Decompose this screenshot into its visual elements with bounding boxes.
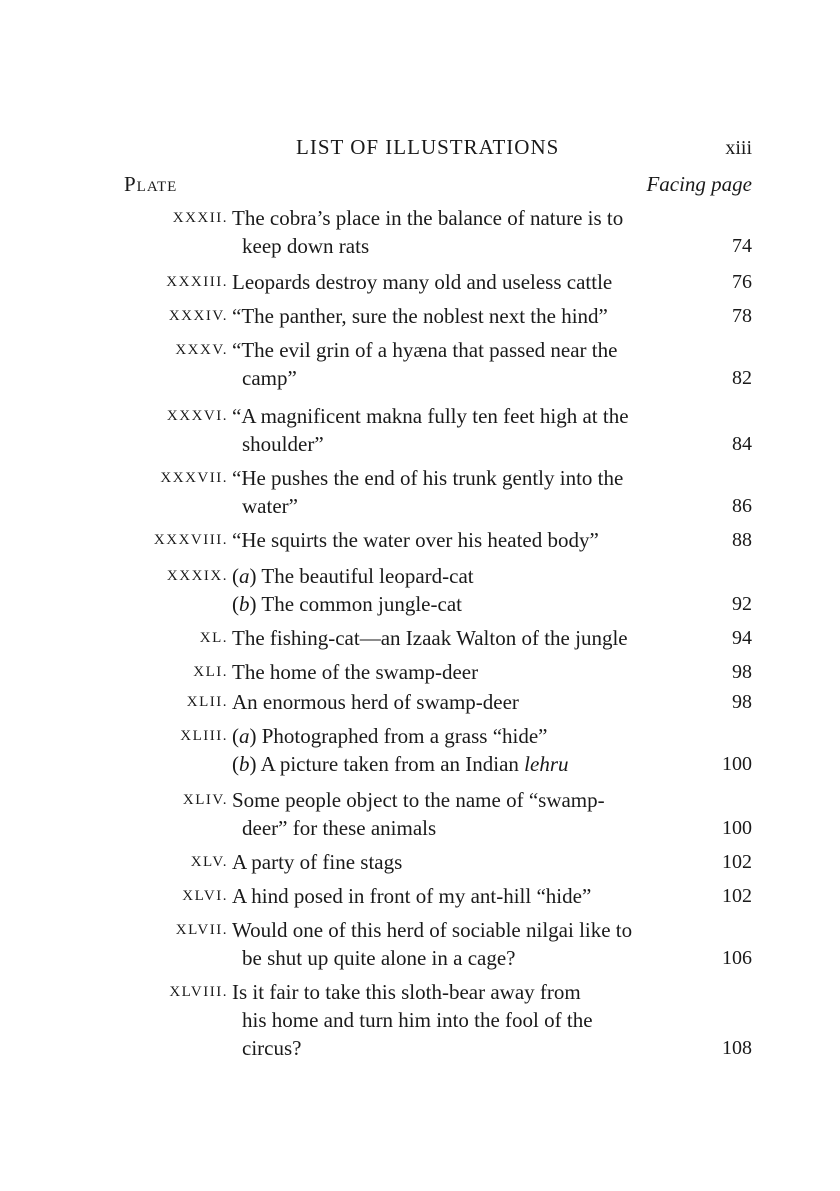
plate-caption	[232, 268, 694, 296]
facing-page-number: 78	[732, 305, 752, 327]
plate-numeral: XLVIII.	[169, 984, 228, 1000]
list-item	[0, 268, 840, 296]
list-item	[0, 204, 840, 260]
facing-page-number: 92	[732, 593, 752, 615]
plate-column-header: Plate	[124, 172, 178, 196]
list-item	[0, 336, 840, 392]
list-item	[0, 722, 840, 778]
caption-line: deer” for these animals	[242, 816, 437, 840]
caption-line: A party of fine stags	[232, 850, 403, 874]
caption-line: Would one of this herd of sociable nilgai like to	[232, 918, 633, 942]
facing-page-number: 102	[722, 851, 752, 873]
illustrations-list	[0, 204, 840, 1062]
facing-page-number: 98	[732, 691, 752, 713]
facing-page-number: 74	[732, 235, 752, 257]
plate-caption	[232, 526, 694, 554]
caption-line: “A magnificent makna fully ten feet high at the	[232, 404, 629, 428]
plate-numeral: XXXIV.	[168, 308, 228, 324]
plate-caption	[232, 562, 694, 618]
list-item	[0, 624, 840, 652]
plate-numeral: XXXIX.	[166, 568, 228, 584]
facing-page-number: 98	[732, 661, 752, 683]
facing-page-number: 108	[722, 1037, 752, 1059]
caption-line: (b) A picture taken from an Indian lehru	[232, 752, 569, 776]
plate-caption	[232, 882, 694, 910]
plate-numeral: XLV.	[190, 854, 228, 870]
plate-numeral: XLII.	[186, 694, 228, 710]
caption-line: Some people object to the name of “swamp-	[232, 788, 605, 812]
list-item	[0, 658, 840, 686]
list-item	[0, 302, 840, 330]
facing-page-number: 76	[732, 271, 752, 293]
plate-caption	[232, 402, 694, 458]
plate-numeral: XXXIII.	[166, 274, 228, 290]
plate-caption	[232, 464, 694, 520]
list-item	[0, 526, 840, 554]
caption-line: (a) The beautiful leopard-cat	[232, 564, 474, 588]
caption-line: Is it fair to take this sloth-bear away from	[232, 980, 581, 1004]
caption-line: (b) The common jungle-cat	[232, 592, 462, 616]
list-item	[0, 978, 840, 1062]
plate-numeral: XXXII.	[172, 210, 228, 226]
caption-line: “He squirts the water over his heated body”	[232, 528, 599, 552]
caption-line: The cobra’s place in the balance of nature is to	[232, 206, 624, 230]
plate-numeral: XXXVII.	[160, 470, 228, 486]
plate-numeral: XLVII.	[175, 922, 228, 938]
list-item	[0, 848, 840, 876]
plate-caption	[232, 204, 694, 260]
caption-line: “The evil grin of a hyæna that passed near the	[232, 338, 618, 362]
facing-page-number: 106	[722, 947, 752, 969]
plate-numeral: XLI.	[193, 664, 228, 680]
list-item	[0, 786, 840, 842]
facing-page-number: 88	[732, 529, 752, 551]
plate-numeral: XLIV.	[182, 792, 228, 808]
plate-caption	[232, 624, 694, 652]
list-item	[0, 464, 840, 520]
plate-numeral: XL.	[199, 630, 228, 646]
caption-line: A hind posed in front of my ant-hill “hide”	[232, 884, 592, 908]
caption-line: keep down rats	[242, 234, 370, 258]
plate-caption	[232, 916, 694, 972]
facing-page-number: 100	[722, 817, 752, 839]
column-headers	[0, 172, 840, 202]
running-header	[0, 135, 840, 165]
caption-line: The fishing-cat—an Izaak Walton of the jungle	[232, 626, 628, 650]
page-number: xiii	[725, 137, 752, 159]
plate-caption	[232, 848, 694, 876]
running-title: LIST OF ILLUSTRATIONS	[296, 135, 560, 159]
plate-caption	[232, 786, 694, 842]
facing-page-number: 86	[732, 495, 752, 517]
list-item	[0, 882, 840, 910]
facing-page-number: 84	[732, 433, 752, 455]
facing-page-number: 100	[722, 753, 752, 775]
plate-numeral: XXXV.	[175, 342, 228, 358]
caption-line: water”	[242, 494, 298, 518]
plate-caption	[232, 688, 694, 716]
plate-numeral: XLIII.	[180, 728, 228, 744]
facing-page-column-header: Facing page	[646, 172, 752, 196]
list-item	[0, 916, 840, 972]
caption-line: “The panther, sure the noblest next the hind”	[232, 304, 608, 328]
plate-caption	[232, 302, 694, 330]
caption-line: be shut up quite alone in a cage?	[242, 946, 516, 970]
plate-caption	[232, 722, 694, 778]
caption-line: “He pushes the end of his trunk gently into the	[232, 466, 624, 490]
plate-numeral: XXXVI.	[166, 408, 228, 424]
facing-page-number: 102	[722, 885, 752, 907]
caption-line: his home and turn him into the fool of the	[242, 1008, 593, 1032]
caption-line: Leopards destroy many old and useless cattle	[232, 270, 613, 294]
facing-page-number: 82	[732, 367, 752, 389]
caption-line: (a) Photographed from a grass “hide”	[232, 724, 548, 748]
list-item	[0, 402, 840, 458]
caption-line: The home of the swamp-deer	[232, 660, 479, 684]
list-item	[0, 688, 840, 716]
facing-page-number: 94	[732, 627, 752, 649]
plate-numeral: XXXVIII.	[153, 532, 228, 548]
plate-numeral: XLVI.	[182, 888, 228, 904]
caption-line: shoulder”	[242, 432, 324, 456]
list-item	[0, 562, 840, 618]
plate-caption	[232, 658, 694, 686]
plate-caption	[232, 336, 694, 392]
caption-line: An enormous herd of swamp-deer	[232, 690, 519, 714]
caption-line: circus?	[242, 1036, 302, 1060]
caption-line: camp”	[242, 366, 297, 390]
plate-caption	[232, 978, 694, 1062]
